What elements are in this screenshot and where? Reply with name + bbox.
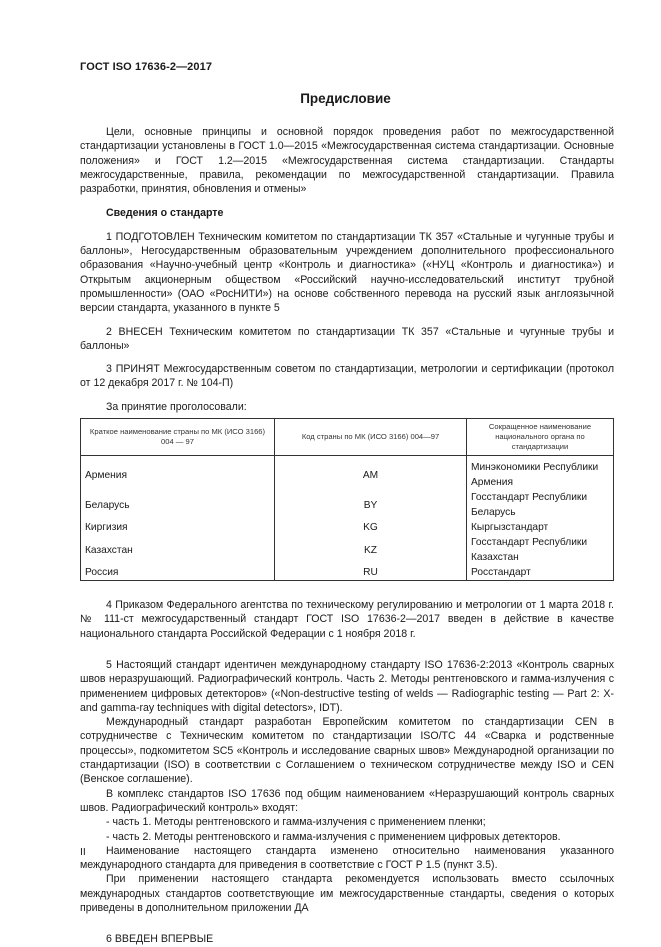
table-row [81,565,614,581]
cell-country: Казахстан [81,535,275,565]
vote-label: За принятие проголосовали: [106,400,247,413]
item-5-references-paragraph: При применении настоящего стандарта рекомендуется использовать вместо ссылочных международных стандартов соответствующие им межгосударственные стандарты, сведения о которых приведены в дополнительном приложении ДА [80,873,614,914]
cell-national-body: Кыргызстандарт [467,520,614,535]
cell-country: Киргизия [81,520,275,535]
item-4-paragraph: 4 Приказом Федерального агентства по техническому регулированию и метрологии от 1 марта 2018 г. № 111-ст межгосударственный стандарт ГОСТ ISO 17636-2—2017 введен в действие в качестве национального стандарта Российской Федерации с 1 ноября 2018 г. [80,599,614,640]
cell-national-body: Росстандарт [467,565,614,581]
info-heading: Сведения о стандарте [106,207,224,220]
cell-country: Беларусь [81,490,275,520]
cell-national-body: Госстандарт Республики Беларусь [467,490,614,520]
vote-table-header-row [81,419,614,456]
document-body [80,125,614,947]
cell-national-body: Госстандарт Республики Казахстан [467,535,614,565]
item-2-paragraph: 2 ВНЕСЕН Техническим комитетом по стандартизации ТК 357 «Стальные и чугунные трубы и баллоны» [80,325,614,352]
table-row [81,535,614,565]
page-title: Предисловие [300,91,391,106]
page-number: II [80,846,86,858]
cell-code: KZ [275,535,467,565]
item-3-paragraph: 3 ПРИНЯТ Межгосударственным советом по стандартизации, метрологии и сертификации (протокол от 12 декабря 2017 г. № 104-П) [80,363,614,390]
cell-code: AM [275,456,467,491]
cell-country: Россия [81,565,275,581]
item-5-development-paragraph: Международный стандарт разработан Европейским комитетом по стандартизации CEN в сотрудничестве с Техническим комитетом по стандартизации ISO/TC 44 «Сварка и родственные процессы», подкомитетом SC5 «Контроль и исследование сварных швов» Международной организации по стандартизации (ISO) в соответствии с Соглашением о техническом сотрудничестве между ISO и CEN (Венское соглашение). [80,716,614,786]
item-5-paragraph: 5 Настоящий стандарт идентичен международному стандарту ISO 17636-2:2013 «Контроль сварных швов неразрушающий. Радиографический контроль. Часть 2. Методы рентгеновского и гамма-излучения с применением цифровых детекторов» («Non-destructive testing of welds — Radiographic testing — Part 2: X- and gamma-ray techniques with digital detectors», IDT). [80,658,614,714]
cell-code: RU [275,565,467,581]
table-row [81,520,614,535]
cell-code: BY [275,490,467,520]
table-row [81,456,614,491]
table-row [81,490,614,520]
item-1-paragraph: 1 ПОДГОТОВЛЕН Техническим комитетом по стандартизации ТК 357 «Стальные и чугунные трубы и баллоны», Негосударственным образовательным учреждением дополнительного профессионального образования «Научно-учебный центр «Контроль и диагностика» («НУЦ «Контроль и диагностика») и Открытым акционерным обществом «Российский научно-исследовательский институт трубной промышленности» (ОАО «РосНИТИ») на основе собственного перевода на русский язык англоязычной версии стандарта, указанного в пункте 5 [80,230,614,315]
document-code: ГОСТ ISO 17636-2—2017 [80,61,213,73]
cell-national-body: Минэкономики Республики Армения [467,456,614,491]
intro-paragraph: Цели, основные принципы и основной порядок проведения работ по межгосударственной стандартизации установлены в ГОСТ 1.0—2015 «Межгосударственная система стандартизации. Основные положения» и ГОСТ 1.2—2015 «Межгосударственная система стандартизации. Стандарты межгосударственные, правила, рекомендации по межгосударственной стандартизации. Правила разработки, принятия, обновления и отмены» [80,126,614,196]
cell-code: KG [275,520,467,535]
cell-country: Армения [81,456,275,491]
list-item: - часть 2. Методы рентгеновского и гамма-излучения с применением цифровых детекторов. [106,830,561,843]
header-national-body: Сокращенное наименование национального органа по стандартизации [467,419,614,456]
vote-table [80,418,614,581]
list-item: - часть 1. Методы рентгеновского и гамма-излучения с применением пленки; [106,816,486,829]
header-country: Краткое наименование страны по МК (ИСО 3166) 004 — 97 [81,419,275,456]
header-code: Код страны по МК (ИСО 3166) 004—97 [275,419,467,456]
item-6-paragraph: 6 ВВЕДЕН ВПЕРВЫЕ [106,933,214,946]
item-5-series-paragraph: В комплекс стандартов ISO 17636 под общим наименованием «Неразрушающий контроль сварных швов. Радиографический контроль» входят: [80,787,614,814]
item-5-name-change-paragraph: Наименование настоящего стандарта изменено относительно наименования указанного международного стандарта для приведения в соответствие с ГОСТ Р 1.5 (пункт 3.5). [80,844,614,872]
